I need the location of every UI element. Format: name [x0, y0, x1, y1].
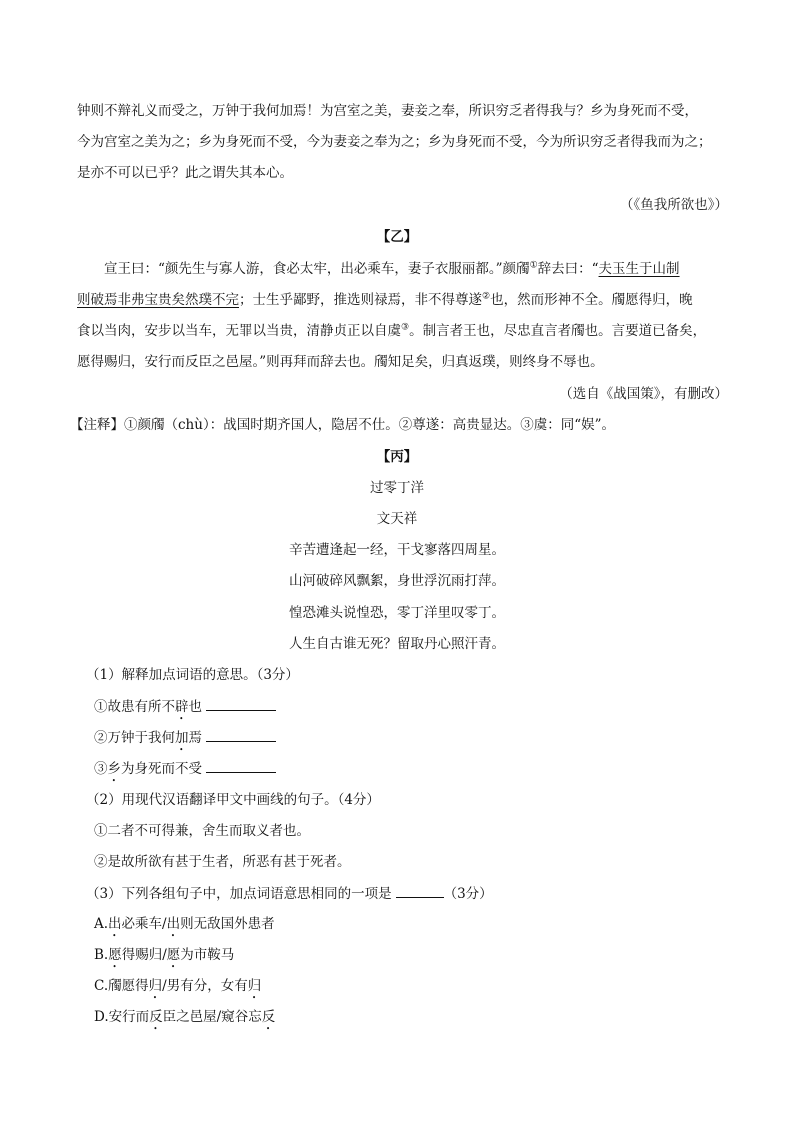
- poem-line-2: 山河破碎风飘絮，身世浮沉雨打萍。: [289, 573, 505, 589]
- jia-line-1: 钟则不辩礼义而受之，万钟于我何加焉！为宫室之美，妻妾之奉，所识穷乏者得我与？乡为身死而不受，: [77, 103, 698, 119]
- q1-item-1-dotted-word: 辟: [175, 699, 189, 715]
- poem-title: 过零丁洋: [370, 480, 424, 496]
- option-text: 为市鞍马: [180, 947, 235, 963]
- answer-blank[interactable]: [206, 758, 276, 773]
- q1-item-3-num: ③: [94, 761, 108, 777]
- dotted-word: 归: [247, 978, 262, 994]
- option-text: 则无敌国外患者: [180, 916, 275, 932]
- q1-item-2-pre: 万钟于我何: [107, 730, 175, 746]
- jia-source: （《鱼我所欲也》）: [620, 197, 728, 213]
- bing-heading: 【丙】: [376, 449, 418, 465]
- yi-line-3-text-b: 。制言者王也，尽忠直言者斶也。言要道已备矣，: [409, 323, 707, 339]
- dotted-word: 反: [149, 1009, 163, 1025]
- option-label: D.: [94, 1009, 109, 1025]
- q1-item-2-post: 焉: [188, 730, 202, 746]
- yi-line-2: [77, 290, 693, 310]
- q1-item-3-post: 为身死而不受: [121, 761, 202, 777]
- q1-item-1-post: 也: [188, 699, 202, 715]
- option-text: 斶愿得: [108, 978, 149, 994]
- dotted-word: 出: [166, 916, 181, 932]
- q3-option-b: [94, 945, 234, 971]
- yi-line-3: [77, 321, 706, 341]
- q1-item-2: [94, 727, 276, 754]
- underlined-sentence-part-1: 夫玉生于山制: [598, 261, 680, 277]
- q2-item-1: ①二者不可得兼，舍生而取义者也。: [94, 823, 310, 839]
- option-text: 必乘车/: [121, 916, 167, 932]
- yi-line-1: [104, 259, 680, 279]
- dotted-word: 出: [108, 916, 122, 932]
- q1-item-1-pre: 故患有所不: [107, 699, 175, 715]
- note-marker-3: ③: [401, 322, 410, 333]
- q3-option-c: [94, 976, 261, 1002]
- q3-score: （3分）: [443, 886, 493, 902]
- q1-item-3-dotted-word: 乡: [107, 761, 121, 777]
- yi-line-4: 愿得赐归，安行而反臣之邑屋。”则再拜而辞去也。斶知足矣，归真返璞，则终身不辱也。: [77, 354, 604, 370]
- jia-line-3: 是亦不可以已乎？此之谓失其本心。: [77, 165, 293, 181]
- q3-option-a: [94, 914, 275, 940]
- yi-heading: 【乙】: [376, 229, 418, 245]
- poem-line-3: 惶恐滩头说惶恐，零丁洋里叹零丁。: [289, 605, 505, 621]
- annotations: 【注释】①颜斶（chù）：战国时期齐国人，隐居不仕。②尊遂：高贵显达。③虞：同“娱”。: [70, 417, 616, 433]
- answer-blank[interactable]: [206, 696, 276, 711]
- poem-author: 文天祥: [376, 511, 418, 527]
- yi-line-1-text-a: 宣王曰：“颜先生与寡人游，食必太牢，出必乘车，妻子衣服丽都。”颜斶: [104, 261, 530, 277]
- note-marker-1: ①: [529, 260, 538, 271]
- yi-line-1-text-b: 辞去曰：“: [537, 261, 599, 277]
- q2-stem: （2）用现代汉语翻译甲文中画线的句子。（4分）: [86, 792, 380, 808]
- q1-item-1: [94, 696, 276, 723]
- option-text: 得赐归/: [121, 947, 167, 963]
- note-marker-2: ②: [482, 291, 491, 302]
- option-label: B.: [94, 947, 109, 963]
- yi-line-3-text-a: 食以当肉，安步以当车，无罪以当贵，清静贞正以自虞: [77, 323, 401, 339]
- option-text: /男有分，女有: [162, 978, 248, 994]
- yi-line-2-text-b: 也，然而形神不全。斶愿得归，晚: [490, 292, 693, 308]
- option-text: 安行而: [108, 1009, 150, 1025]
- underlined-sentence-part-2: 则破焉非弗宝贵矣然璞不完: [77, 292, 239, 308]
- jia-line-2: 今为宫室之美为之；乡为身死而不受，今为妻妾之奉为之；乡为身死而不受，今为所识穷乏者得我而为之；: [77, 134, 712, 150]
- q1-item-2-dotted-word: 加: [175, 730, 189, 746]
- poem-line-1: 辛苦遭逢起一经，干戈寥落四周星。: [289, 542, 505, 558]
- q3-stem: [86, 883, 493, 904]
- q1-stem: （1）解释加点词语的意思。（3分）: [86, 667, 299, 683]
- dotted-word: 反: [261, 1009, 276, 1025]
- dotted-word: 归: [148, 978, 163, 994]
- option-label: A.: [94, 916, 109, 932]
- option-text: 臣之邑屋/窥谷忘: [162, 1009, 262, 1025]
- poem-line-4: 人生自古谁无死？留取丹心照汗青。: [289, 636, 505, 652]
- answer-blank[interactable]: [396, 883, 444, 898]
- yi-line-2-text-a: ；士生乎鄙野，推选则禄焉，非不得尊遂: [239, 292, 482, 308]
- q1-item-2-num: ②: [94, 730, 108, 746]
- option-label: C.: [94, 978, 109, 994]
- answer-blank[interactable]: [206, 727, 276, 742]
- dotted-word: 愿: [166, 947, 181, 963]
- q3-stem-text: （3）下列各组句子中，加点词语意思相同的一项是: [86, 886, 392, 902]
- q2-item-2: ②是故所欲有甚于生者，所恶有甚于死者。: [94, 854, 351, 870]
- q3-option-d: [94, 1007, 275, 1033]
- q1-item-3: [94, 758, 276, 785]
- q1-item-1-num: ①: [94, 699, 108, 715]
- dotted-word: 愿: [108, 947, 122, 963]
- yi-source: （选自《战国策》，有删改）: [559, 386, 728, 402]
